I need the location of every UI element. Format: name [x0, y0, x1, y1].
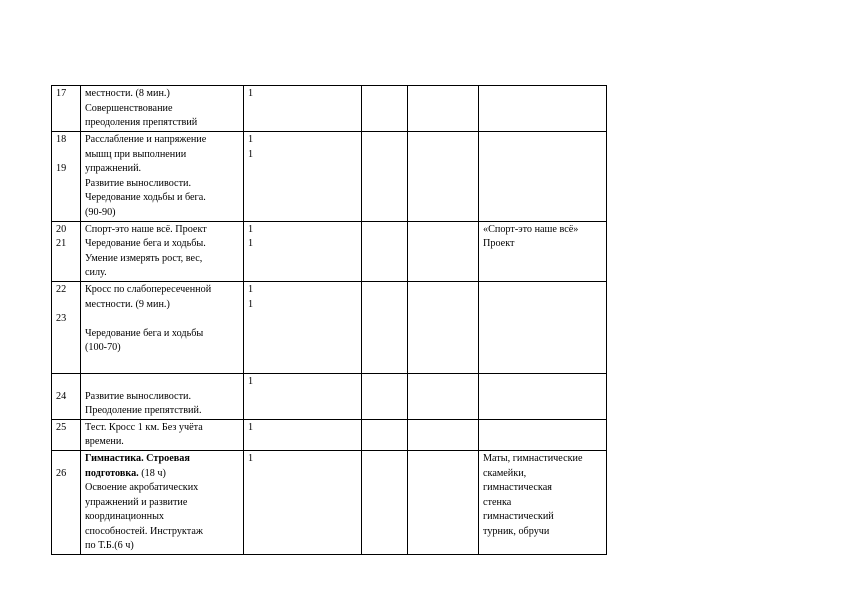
lesson-theme-line: упражнений и развитие	[85, 496, 188, 508]
lesson-theme-line: Освоение акробатических	[85, 482, 199, 494]
lesson-theme-line: Развитие выносливости.	[85, 177, 192, 189]
lesson-number: 19	[56, 163, 67, 175]
table-row	[52, 450, 607, 554]
lesson-theme-cell	[81, 373, 244, 419]
lesson-theme-cell	[81, 450, 244, 554]
equipment-note-line: «Спорт-это наше всё»	[483, 223, 579, 235]
equipment-note-cell	[479, 373, 607, 419]
hours-value: 1	[248, 452, 254, 464]
lesson-theme-line: Чередование бега и ходьбы	[85, 327, 204, 339]
equipment-note-line: турник, обручи	[483, 525, 550, 537]
lesson-number: 25	[56, 421, 67, 433]
hours-value: 1	[248, 375, 254, 387]
hours-cell	[244, 281, 362, 373]
lesson-number-cell	[52, 419, 81, 450]
empty-cell-date-fact	[408, 450, 479, 554]
lesson-theme-line	[85, 375, 239, 390]
empty-cell-date-plan	[362, 450, 408, 554]
equipment-note-cell	[479, 86, 607, 132]
lesson-number: 26	[56, 467, 67, 479]
lesson-number-cell	[52, 373, 81, 419]
equipment-note-line: гимнастическая	[483, 482, 552, 494]
table-row	[52, 373, 607, 419]
lesson-theme-line: силу.	[85, 267, 107, 279]
lesson-number-cell	[52, 281, 81, 373]
lesson-plan-body	[52, 86, 607, 555]
equipment-note-line: Маты, гимнастические	[483, 452, 583, 464]
table-row	[52, 221, 607, 281]
lesson-number-cell	[52, 132, 81, 222]
empty-cell-date-fact	[408, 132, 479, 222]
empty-cell-date-fact	[408, 419, 479, 450]
section-heading	[85, 452, 239, 467]
lesson-theme-line: Чередование бега и ходьбы.	[85, 238, 206, 250]
lesson-theme-line: местности. (8 мин.)	[85, 88, 170, 99]
lesson-theme-cell	[81, 419, 244, 450]
equipment-note-cell	[479, 132, 607, 222]
hours-value: 1	[248, 298, 254, 310]
lesson-number: 21	[56, 238, 67, 250]
section-heading	[85, 467, 239, 482]
equipment-note-cell	[479, 281, 607, 373]
lesson-theme-cell	[81, 132, 244, 222]
equipment-note-line: стенка	[483, 496, 512, 508]
equipment-note-line: гимнастический	[483, 511, 554, 523]
equipment-note-cell	[479, 419, 607, 450]
table-row	[52, 419, 607, 450]
empty-cell-date-plan	[362, 373, 408, 419]
table-row	[52, 281, 607, 373]
lesson-theme-line: Совершенствование	[85, 102, 173, 114]
hours-cell	[244, 221, 362, 281]
lesson-theme-line: Чередование ходьбы и бега.	[85, 192, 206, 204]
lesson-number	[56, 452, 76, 467]
lesson-number	[56, 375, 76, 390]
equipment-note-cell	[479, 450, 607, 554]
lesson-theme-cell	[81, 86, 244, 132]
empty-cell-date-fact	[408, 373, 479, 419]
hours-value: 1	[248, 223, 254, 235]
lesson-theme-line: (90-90)	[85, 206, 116, 218]
equipment-note-line: Проект	[483, 238, 515, 250]
lesson-theme-line: Преодоление препятствий.	[85, 405, 202, 417]
hours-cell	[244, 450, 362, 554]
lesson-theme-line: мышц при выполнении	[85, 148, 187, 160]
section-heading-text: Гимнастика. Строевая	[85, 452, 190, 464]
lesson-theme-line	[85, 312, 239, 327]
lesson-theme-line: времени.	[85, 436, 124, 448]
lesson-theme-line: преодоления препятствий	[85, 117, 198, 129]
lesson-number: 18	[56, 134, 67, 145]
hours-value: 1	[248, 134, 254, 145]
section-heading-text: подготовка.	[85, 467, 139, 479]
lesson-number: 24	[56, 390, 67, 402]
lesson-number: 23	[56, 313, 67, 325]
lesson-number-cell	[52, 221, 81, 281]
empty-cell-date-plan	[362, 221, 408, 281]
lesson-theme-line: Тест. Кросс 1 км. Без учёта	[85, 421, 203, 433]
lesson-theme-line: Умение измерять рост, вес,	[85, 252, 203, 264]
lesson-number-cell	[52, 450, 81, 554]
empty-cell-date-plan	[362, 132, 408, 222]
hours-cell	[244, 419, 362, 450]
hours-value: 1	[248, 148, 254, 160]
lesson-theme-line: Кросс по слабопересеченной	[85, 283, 212, 295]
lesson-theme-line: местности. (9 мин.)	[85, 298, 170, 310]
equipment-note-line: скамейки,	[483, 467, 527, 479]
lesson-theme-line: Спорт-это наше всё. Проект	[85, 223, 207, 235]
lesson-number	[56, 148, 76, 163]
table-row	[52, 132, 607, 222]
hours-value: 1	[248, 421, 254, 433]
empty-cell-date-plan	[362, 281, 408, 373]
hours-cell	[244, 132, 362, 222]
empty-cell-date-fact	[408, 86, 479, 132]
lesson-theme-line: способностей. Инструктаж	[85, 525, 203, 537]
empty-cell-date-plan	[362, 419, 408, 450]
lesson-number	[56, 298, 76, 313]
hours-cell	[244, 86, 362, 132]
lesson-theme-line: упражнений.	[85, 163, 142, 175]
empty-cell-date-fact	[408, 281, 479, 373]
equipment-note-cell	[479, 221, 607, 281]
lesson-theme-cell	[81, 221, 244, 281]
empty-cell-date-plan	[362, 86, 408, 132]
lesson-number: 20	[56, 223, 67, 235]
table-row	[52, 86, 607, 132]
lesson-number: 17	[56, 88, 67, 99]
lesson-theme-line: по Т.Б.(6 ч)	[85, 540, 134, 552]
lesson-theme-line: Расслабление и напряжение	[85, 134, 207, 145]
lesson-number: 22	[56, 283, 67, 295]
hours-value: 1	[248, 238, 254, 250]
hours-value: 1	[248, 88, 254, 99]
lesson-plan-table	[51, 85, 607, 555]
section-hours: (18 ч)	[138, 467, 166, 479]
hours-value: 1	[248, 283, 254, 295]
lesson-number-cell	[52, 86, 81, 132]
lesson-theme-line: (100-70)	[85, 342, 121, 354]
empty-cell-date-fact	[408, 221, 479, 281]
lesson-theme-cell	[81, 281, 244, 373]
lesson-theme-line: координационных	[85, 511, 165, 523]
hours-cell	[244, 373, 362, 419]
lesson-theme-line: Развитие выносливости.	[85, 390, 192, 402]
